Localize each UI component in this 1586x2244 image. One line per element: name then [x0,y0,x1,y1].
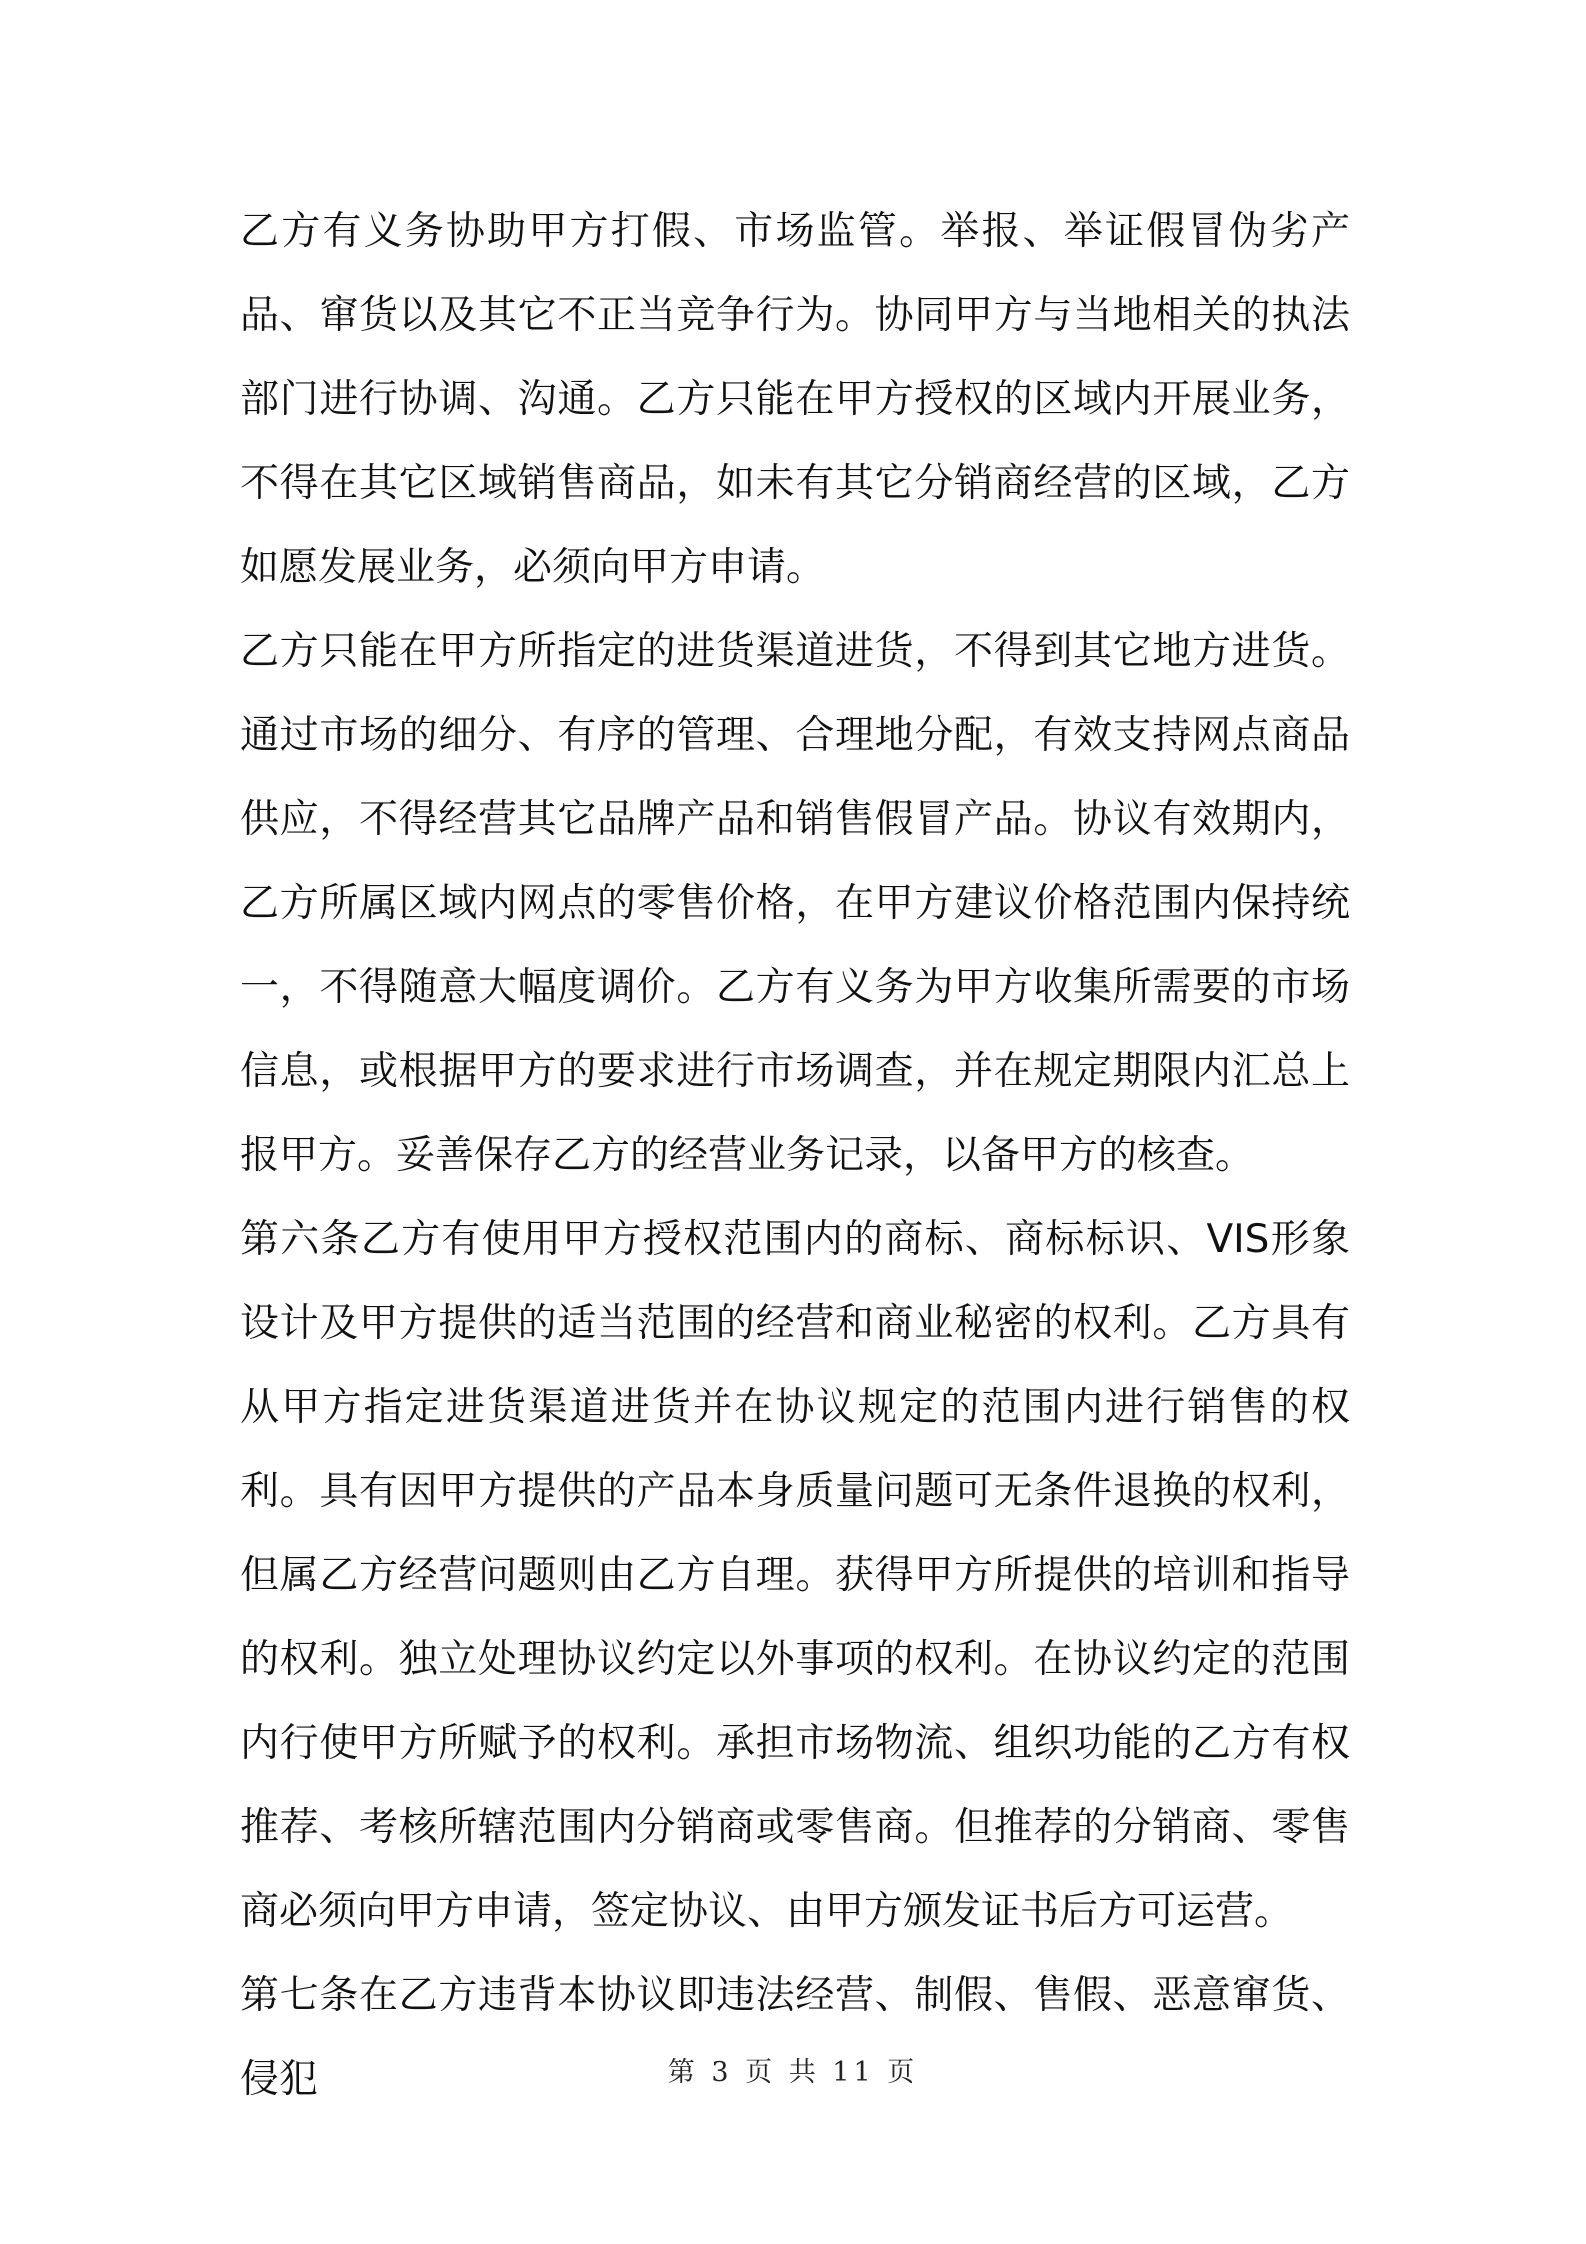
paragraph-obligations-anti-counterfeit: 乙方有义务协助甲方打假、市场监管。举报、举证假冒伪劣产品、窜货以及其它不正当竞争行为。协同甲方与当地相关的执法部门进行协调、沟通。乙方只能在甲方授权的区域内开展业务，不得在其它区域销售商品，如未有其它分销商经营的区域，乙方如愿发展业务，必须向甲方申请。 [240,209,1350,590]
page-number-footer: 第 3 页 共 11 页 [667,2057,919,2088]
paragraph-article-seven: 第七条在乙方违背本协议即违法经营、制假、售假、恶意窜货、侵犯 [240,1973,1350,2102]
document-body [240,190,1350,2122]
paragraph-purchase-channel: 乙方只能在甲方所指定的进货渠道进货，不得到其它地方进货。通过市场的细分、有序的管理、合理地分配，有效支持网点商品供应，不得经营其它品牌产品和销售假冒产品。协议有效期内，乙方所属区域内网点的零售价格，在甲方建议价格范围内保持统一，不得随意大幅度调价。乙方有义务为甲方收集所需要的市场信息，或根据甲方的要求进行市场调查，并在规定期限内汇总上报甲方。妥善保存乙方的经营业务记录，以备甲方的核查。 [240,629,1350,1178]
paragraph-article-six: 第六条乙方有使用甲方授权范围内的商标、商标标识、VIS形象设计及甲方提供的适当范围的经营和商业秘密的权利。乙方具有从甲方指定进货渠道进货并在协议规定的范围内进行销售的权利。具有因甲方提供的产品本身质量问题可无条件退换的权利，但属乙方经营问题则由乙方自理。获得甲方所提供的培训和指导的权利。独立处理协议约定以外事项的权利。在协议约定的范围内行使甲方所赋予的权利。承担市场物流、组织功能的乙方有权推荐、考核所辖范围内分销商或零售商。但推荐的分销商、零售商必须向甲方申请，签定协议、由甲方颁发证书后方可运营。 [240,1217,1350,1934]
